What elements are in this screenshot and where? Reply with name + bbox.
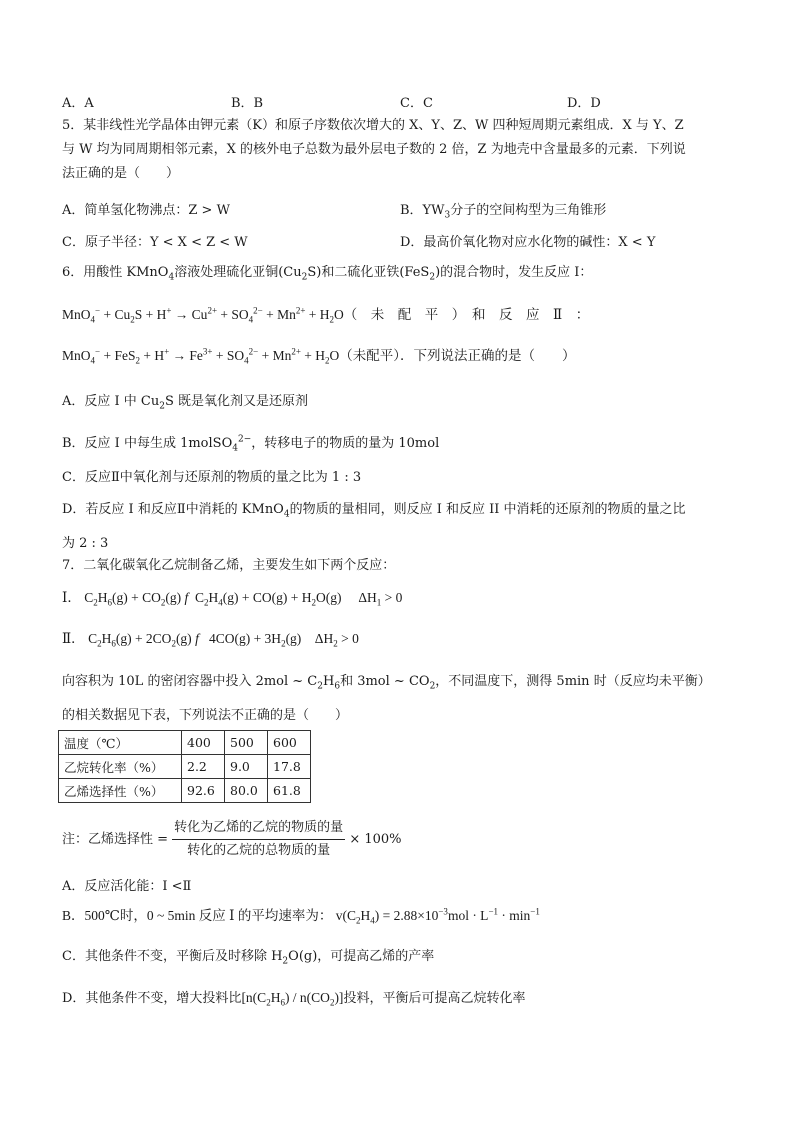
table-row <box>59 779 311 803</box>
q7-intro-line2: 的相关数据见下表，下列说法不正确的是（ ） <box>62 708 349 723</box>
q5-option-c[interactable]: C．原子半径：Y < X < Z < W <box>62 235 248 250</box>
q7-option-b[interactable]: B．500℃时，0 ~ 5min 反应 Ⅰ 的平均速率为： $v(C_2H_4) = 2.88\times 10^{-3}mol \cdot L^{-1} \cdot \min^{-1}$ <box>62 906 540 926</box>
q7-data-table <box>58 730 311 803</box>
table-cell: 乙烷转化率（%） <box>59 755 182 779</box>
q5-stem-line2: 与 W 均为同周期相邻元素，X 的核外电子总数为最外层电子数的 2 倍，Z 为地壳中含量最多的元素．下列说 <box>62 142 686 157</box>
table-header-row <box>59 731 311 755</box>
q6-option-a[interactable]: A．反应 Ⅰ 中 $Cu_2S$ 既是氧化剂又是还原剂 <box>62 394 309 412</box>
table-cell: 61.8 <box>268 779 311 803</box>
q6-option-d-line2: 为 2 : 3 <box>62 536 109 551</box>
table-header-cell: 400 <box>182 731 225 755</box>
table-row <box>59 755 311 779</box>
q4-option-d[interactable]: D．D <box>567 96 601 111</box>
q6-option-d[interactable]: D．若反应 Ⅰ 和反应Ⅱ中消耗的 KMnO$_4$的物质的量相同，则反应 Ⅰ 和反应 II 中消耗的还原剂的物质的量之比 <box>62 502 686 520</box>
table-cell: 乙烯选择性（%） <box>59 779 182 803</box>
table-header-cell: 600 <box>268 731 311 755</box>
q4-option-c[interactable]: C．C <box>400 96 433 111</box>
table-cell: 2.2 <box>182 755 225 779</box>
q4-option-a[interactable]: A．A <box>62 96 94 111</box>
selectivity-fraction: $\frac{\text{转化为乙烯的乙烷的物质的量}}{\text{转化的乙烷的总物质的量}}$ <box>174 820 344 858</box>
q5-option-d[interactable]: D．最高价氧化物对应水化物的碱性：X < Y <box>400 235 656 250</box>
q6-stem: 6．用酸性 KMnO$_4$溶液处理硫化亚铜$(Cu_2S)$和二硫化亚铁(FeS$_2$)的混合物时，发生反应 Ⅰ： <box>62 265 593 283</box>
q6-option-b[interactable]: B．反应 Ⅰ 中每生成 1molSO$_4^{2-}$，转移电子的物质的量为 10mol <box>62 434 440 454</box>
q5-stem-line3: 法正确的是（ ） <box>62 166 180 181</box>
q7-option-a[interactable]: A．反应活化能：Ⅰ <Ⅱ <box>62 879 192 894</box>
q5-option-b[interactable]: B．$YW_3$分子的空间构型为三角锥形 <box>400 203 607 221</box>
table-cell: 9.0 <box>225 755 268 779</box>
table-cell: 80.0 <box>225 779 268 803</box>
q7-reaction-2: Ⅱ． $C_2H_6(g) + 2CO_2(g)$ f $4CO(g) + 3H_2(g)$ $\Delta H_2 > 0$ <box>62 631 359 649</box>
table-cell: 92.6 <box>182 779 225 803</box>
table-header-cell: 温度（℃） <box>59 731 182 755</box>
q7-stem: 7．二氧化碳氧化乙烷制备乙烯，主要发生如下两个反应： <box>62 558 396 573</box>
q7-option-c[interactable]: C．其他条件不变，平衡后及时移除 $H_2O(g)$，可提高乙烯的产率 <box>62 949 435 967</box>
q6-equation-2: $MnO_4^- + FeS_2 + H^+ \to Fe^{3+} + SO_4^{2-} + Mn^{2+} + H_2O$（未配平）．下列说法正确的是（ ） <box>62 346 576 366</box>
table-cell: 17.8 <box>268 755 311 779</box>
q7-selectivity-note: 注：乙烯选择性 = $\frac{\text{转化为乙烯的乙烷的物质的量}}{\text{转化的乙烷的总物质的量}}$ × 100% <box>62 818 402 861</box>
table-header-cell: 500 <box>225 731 268 755</box>
q6-equation-1: $MnO_4^- + Cu_2S + H^+ \to Cu^{2+} + SO_4^{2-} + Mn^{2+} + H_2O$（ 未 配 平 ） 和 反 应 Ⅱ ： <box>62 305 590 325</box>
q7-option-d[interactable]: D．其他条件不变，增大投料比$[n(C_2H_6) / n(CO_2)]$投料，平衡后可提高乙烷转化率 <box>62 990 526 1008</box>
q5-stem-line1: 5．某非线性光学晶体由钾元素（K）和原子序数依次增大的 X、Y、Z、W 四种短周期元素组成．X 与 Y、Z <box>62 118 684 133</box>
q6-option-c[interactable]: C．反应Ⅱ中氧化剂与还原剂的物质的量之比为 1 : 3 <box>62 470 362 485</box>
q4-option-b[interactable]: B．B <box>231 96 264 111</box>
q7-intro-line1: 向容积为 10L 的密闭容器中投入 2mol ~ $C_2H_6$和 3mol ~ $CO_2$，不同温度下，测得 5min 时（反应均未平衡） <box>62 674 711 692</box>
q5-option-a[interactable]: A．简单氢化物沸点：Z > W <box>62 203 230 218</box>
q7-reaction-1: Ⅰ． $C_2H_6(g) + CO_2(g)$ f $C_2H_4(g) + CO(g) + H_2O(g)$ $\Delta H_1 > 0$ <box>62 590 403 608</box>
